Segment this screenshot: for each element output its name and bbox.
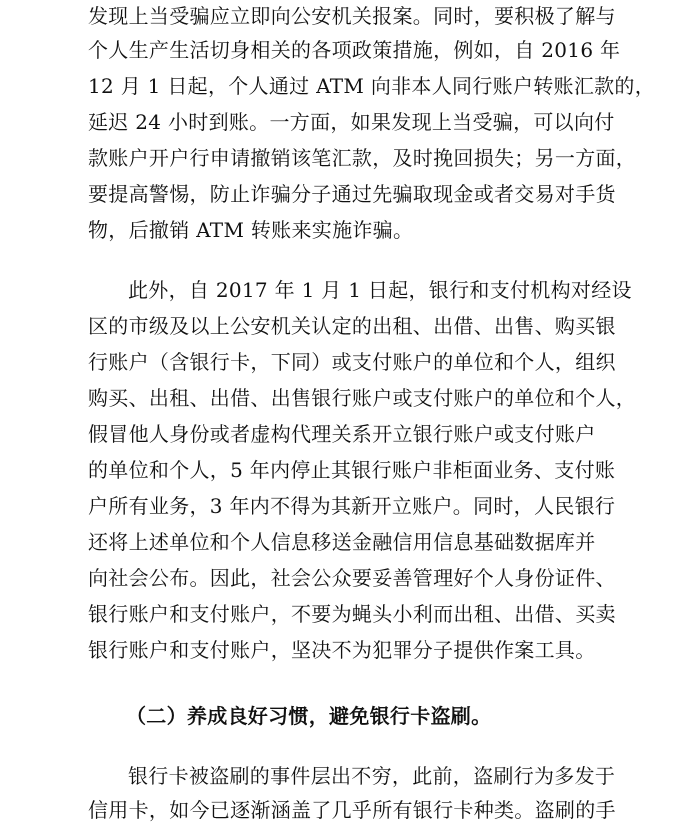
paragraph-1-line-2: 个人生产生活切身相关的各项政策措施，例如，自 2016 年 [88,38,621,62]
paragraph-2-line-3: 行账户（含银行卡，下同）或支付账户的单位和个人，组织 [88,350,616,374]
paragraph-3-line-1: 银行卡被盗刷的事件层出不穷，此前，盗刷行为多发于 [128,764,616,788]
paragraph-2-line-4: 购买、出租、出借、出售银行账户或支付账户的单位和个人， [88,386,637,410]
paragraph-1-line-4: 延迟 24 小时到账。一方面，如果发现上当受骗，可以向付 [88,110,615,134]
paragraph-1-line-1: 发现上当受骗应立即向公安机关报案。同时，要积极了解与 [88,4,616,28]
paragraph-2-line-6: 的单位和个人，5 年内停止其银行账户非柜面业务、支付账 [88,458,616,482]
paragraph-2-line-10: 银行账户和支付账户，不要为蝇头小利而出租、出借、买卖 [88,602,616,626]
paragraph-1-line-5: 款账户开户行申请撤销该笔汇款，及时挽回损失；另一方面， [88,146,637,170]
paragraph-2-line-5: 假冒他人身份或者虚构代理关系开立银行账户或支付账户 [88,422,596,446]
paragraph-1-line-7: 物，后撤销 ATM 转账来实施诈骗。 [88,218,414,242]
paragraph-2-line-9: 向社会公布。因此，社会公众要妥善管理好个人身份证件、 [88,566,616,590]
paragraph-2-line-1: 此外，自 2017 年 1 月 1 日起，银行和支付机构对经设 [128,278,632,302]
paragraph-2-line-11: 银行账户和支付账户，坚决不为犯罪分子提供作案工具。 [88,638,596,662]
paragraph-1-line-6: 要提高警惕，防止诈骗分子通过先骗取现金或者交易对手货 [88,182,616,206]
section-heading: （二）养成良好习惯，避免银行卡盗刷。 [126,704,492,728]
paragraph-1-line-3: 12 月 1 日起，个人通过 ATM 向非本人同行账户转账汇款的， [88,74,656,98]
paragraph-3-line-2: 信用卡，如今已逐渐涵盖了几乎所有银行卡种类。盗刷的手 [88,798,616,822]
paragraph-2-line-2: 区的市级及以上公安机关认定的出租、出借、出售、购买银 [88,314,616,338]
paragraph-2-line-7: 户所有业务，3 年内不得为其新开立账户。同时，人民银行 [88,494,616,518]
paragraph-2-line-8: 还将上述单位和个人信息移送金融信用信息基础数据库并 [88,530,596,554]
